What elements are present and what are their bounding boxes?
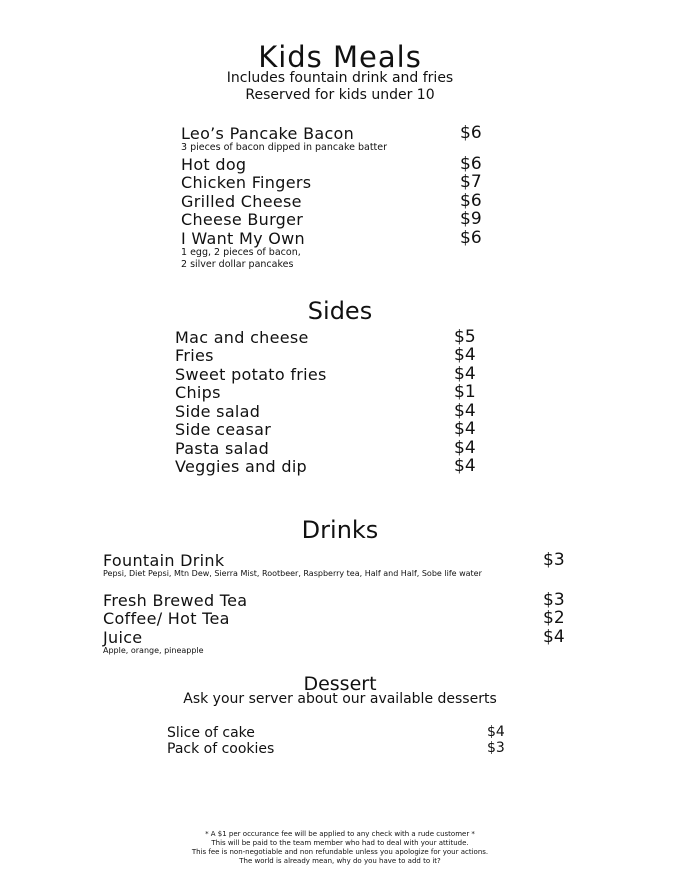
side-item-price: $4 [454,438,476,458]
drink-item-desc: Apple, orange, pineapple [103,646,204,655]
kids-item-price: $9 [460,209,482,229]
drink-item-name: Coffee/ Hot Tea [103,609,230,628]
side-item-name: Sweet potato fries [175,365,327,384]
kids-meals-title: Kids Meals [258,40,422,74]
footer-line: * A $1 per occurance fee will be applied to any check with a rude customer * [205,830,475,838]
side-item-name: Chips [175,383,221,402]
kids-item-name: Chicken Fingers [181,173,312,192]
kids-item-price: $6 [460,191,482,211]
kids-item-price: $6 [460,123,482,143]
dessert-item-name: Slice of cake [167,725,255,741]
drinks-title: Drinks [301,516,379,544]
footer-line: The world is already mean, why do you have to add to it? [239,857,441,865]
kids-item-name: Hot dog [181,155,247,174]
drink-item-price: $2 [543,608,565,628]
kids-item-name: Grilled Cheese [181,192,302,211]
sides-title: Sides [307,297,373,325]
side-item-name: Veggies and dip [175,457,308,476]
side-item-name: Side ceasar [175,420,272,439]
side-item-price: $4 [454,401,476,421]
side-item-price: $1 [454,382,476,402]
kids-meals-subtitle-2: Reserved for kids under 10 [245,87,435,103]
kids-item-desc: 1 egg, 2 pieces of bacon, [181,247,301,258]
dessert-item-name: Pack of cookies [167,741,275,757]
kids-item-name: Cheese Burger [181,210,304,229]
dessert-title: Dessert [303,673,377,695]
kids-item-price: $6 [460,154,482,174]
drink-item-name: Fresh Brewed Tea [103,591,248,610]
kids-item-price: $6 [460,228,482,248]
side-item-price: $4 [454,456,476,476]
drink-item-name: Fountain Drink [103,551,225,570]
kids-item-desc: 2 silver dollar pancakes [181,259,294,270]
kids-item-price: $7 [460,172,482,192]
drink-item-price: $3 [543,550,565,570]
footer-line: This will be paid to the team member who had to deal with your attitude. [211,839,469,847]
drink-item-price: $4 [543,627,565,647]
side-item-name: Pasta salad [175,439,270,458]
drink-item-desc: Pepsi, Diet Pepsi, Mtn Dew, Sierra Mist, Rootbeer, Raspberry tea, Half and Half, Sobe life water [103,569,482,578]
side-item-price: $4 [454,364,476,384]
dessert-subtitle: Ask your server about our available desserts [183,691,497,707]
dessert-item-price: $3 [487,740,505,756]
drink-item-name: Juice [103,628,143,647]
side-item-price: $4 [454,419,476,439]
drink-item-price: $3 [543,590,565,610]
side-item-name: Fries [175,346,214,365]
side-item-price: $4 [454,345,476,365]
dessert-item-price: $4 [487,724,505,740]
kids-item-name: I Want My Own [181,229,305,248]
side-item-name: Mac and cheese [175,328,309,347]
kids-meals-subtitle-1: Includes fountain drink and fries [226,70,454,86]
kids-item-desc: 3 pieces of bacon dipped in pancake batter [181,142,388,153]
footer-line: This fee is non-negotiable and non refundable unless you apologize for your actions. [191,848,489,856]
side-item-name: Side salad [175,402,261,421]
side-item-price: $5 [454,327,476,347]
kids-item-name: Leo’s Pancake Bacon [181,124,355,143]
